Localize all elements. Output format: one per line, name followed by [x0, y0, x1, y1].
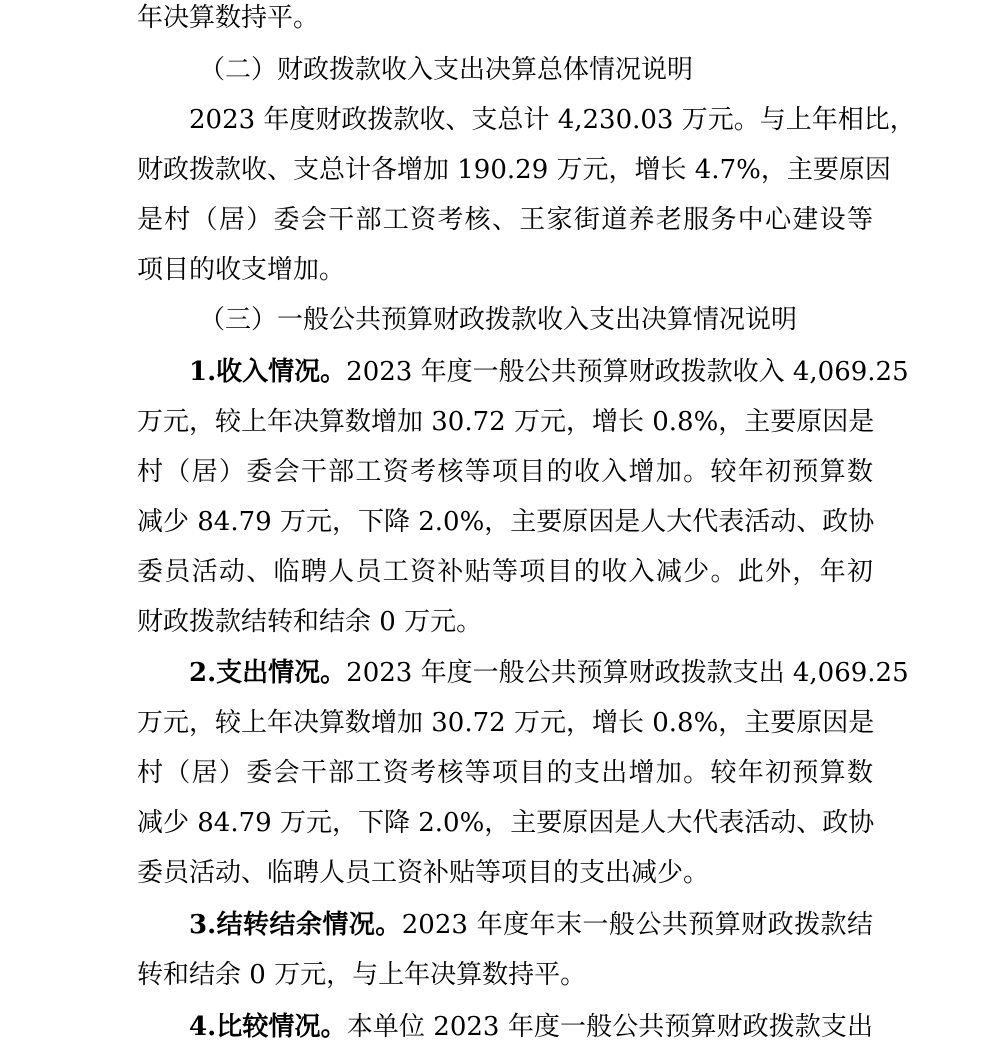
- text-line: 委员活动、临聘人员工资补贴等项目的支出减少。: [137, 858, 710, 888]
- text-line: [137, 648, 909, 698]
- heading-text: （二）财政拨款收入支出决算总体情况说明: [199, 55, 694, 85]
- text-line: 2023 年度财政拨款收、支总计 4,230.03 万元。与上年相比，: [189, 105, 916, 135]
- paragraph-income: [137, 347, 909, 647]
- text-line: 财政拨款收、支总计各增加 190.29 万元，增长 4.7%，主要原因: [137, 155, 891, 185]
- text-span: 2023 年度一般公共预算财政拨款收入 4,069.25: [346, 357, 909, 387]
- section-heading-2: [137, 45, 935, 95]
- item-title: 2.支出情况。: [189, 658, 347, 688]
- item-title: 4.比较情况。: [189, 1012, 347, 1042]
- text-line: 减少 84.79 万元，下降 2.0%，主要原因是人大代表活动、政协: [137, 808, 875, 838]
- text-span: 本单位 2023 年度一般公共预算财政拨款支出: [346, 1012, 873, 1042]
- text-span: 2023 年度一般公共预算财政拨款支出 4,069.25: [346, 658, 909, 688]
- text-line: 项目的收支增加。: [137, 255, 346, 285]
- paragraph-continuation: [137, 0, 873, 43]
- text-line: 村（居）委会干部工资考核等项目的支出增加。较年初预算数: [137, 758, 873, 788]
- section-heading-3: [137, 295, 935, 345]
- paragraph-expenditure: [137, 648, 909, 898]
- text-line: 减少 84.79 万元，下降 2.0%，主要原因是人大代表活动、政协: [137, 507, 875, 537]
- text-line: 万元，较上年决算数增加 30.72 万元，增长 0.8%，主要原因是: [137, 708, 875, 738]
- text-line: 年决算数持平。: [137, 3, 320, 33]
- paragraph-comparison: [137, 1002, 873, 1052]
- paragraph-carryover: [137, 900, 873, 1000]
- item-title: 1.收入情况。: [189, 357, 347, 387]
- text-line: 村（居）委会干部工资考核等项目的收入增加。较年初预算数: [137, 457, 873, 487]
- text-line: 万元，较上年决算数增加 30.72 万元，增长 0.8%，主要原因是: [137, 407, 875, 437]
- text-line: 是村（居）委会干部工资考核、王家街道养老服务中心建设等: [137, 205, 873, 235]
- text-line: [137, 900, 873, 950]
- text-line: 转和结余 0 万元，与上年决算数持平。: [137, 960, 587, 990]
- text-line: [137, 1002, 873, 1052]
- item-title: 3.结转结余情况。: [189, 910, 402, 940]
- heading-text: （三）一般公共预算财政拨款收入支出决算情况说明: [199, 305, 798, 335]
- text-line: 财政拨款结转和结余 0 万元。: [137, 607, 483, 637]
- text-line: 委员活动、临聘人员工资补贴等项目的收入减少。此外，年初: [137, 557, 873, 587]
- paragraph-fiscal-total: [137, 95, 916, 295]
- text-span: 2023 年度年末一般公共预算财政拨款结: [401, 910, 873, 940]
- text-line: [137, 347, 909, 397]
